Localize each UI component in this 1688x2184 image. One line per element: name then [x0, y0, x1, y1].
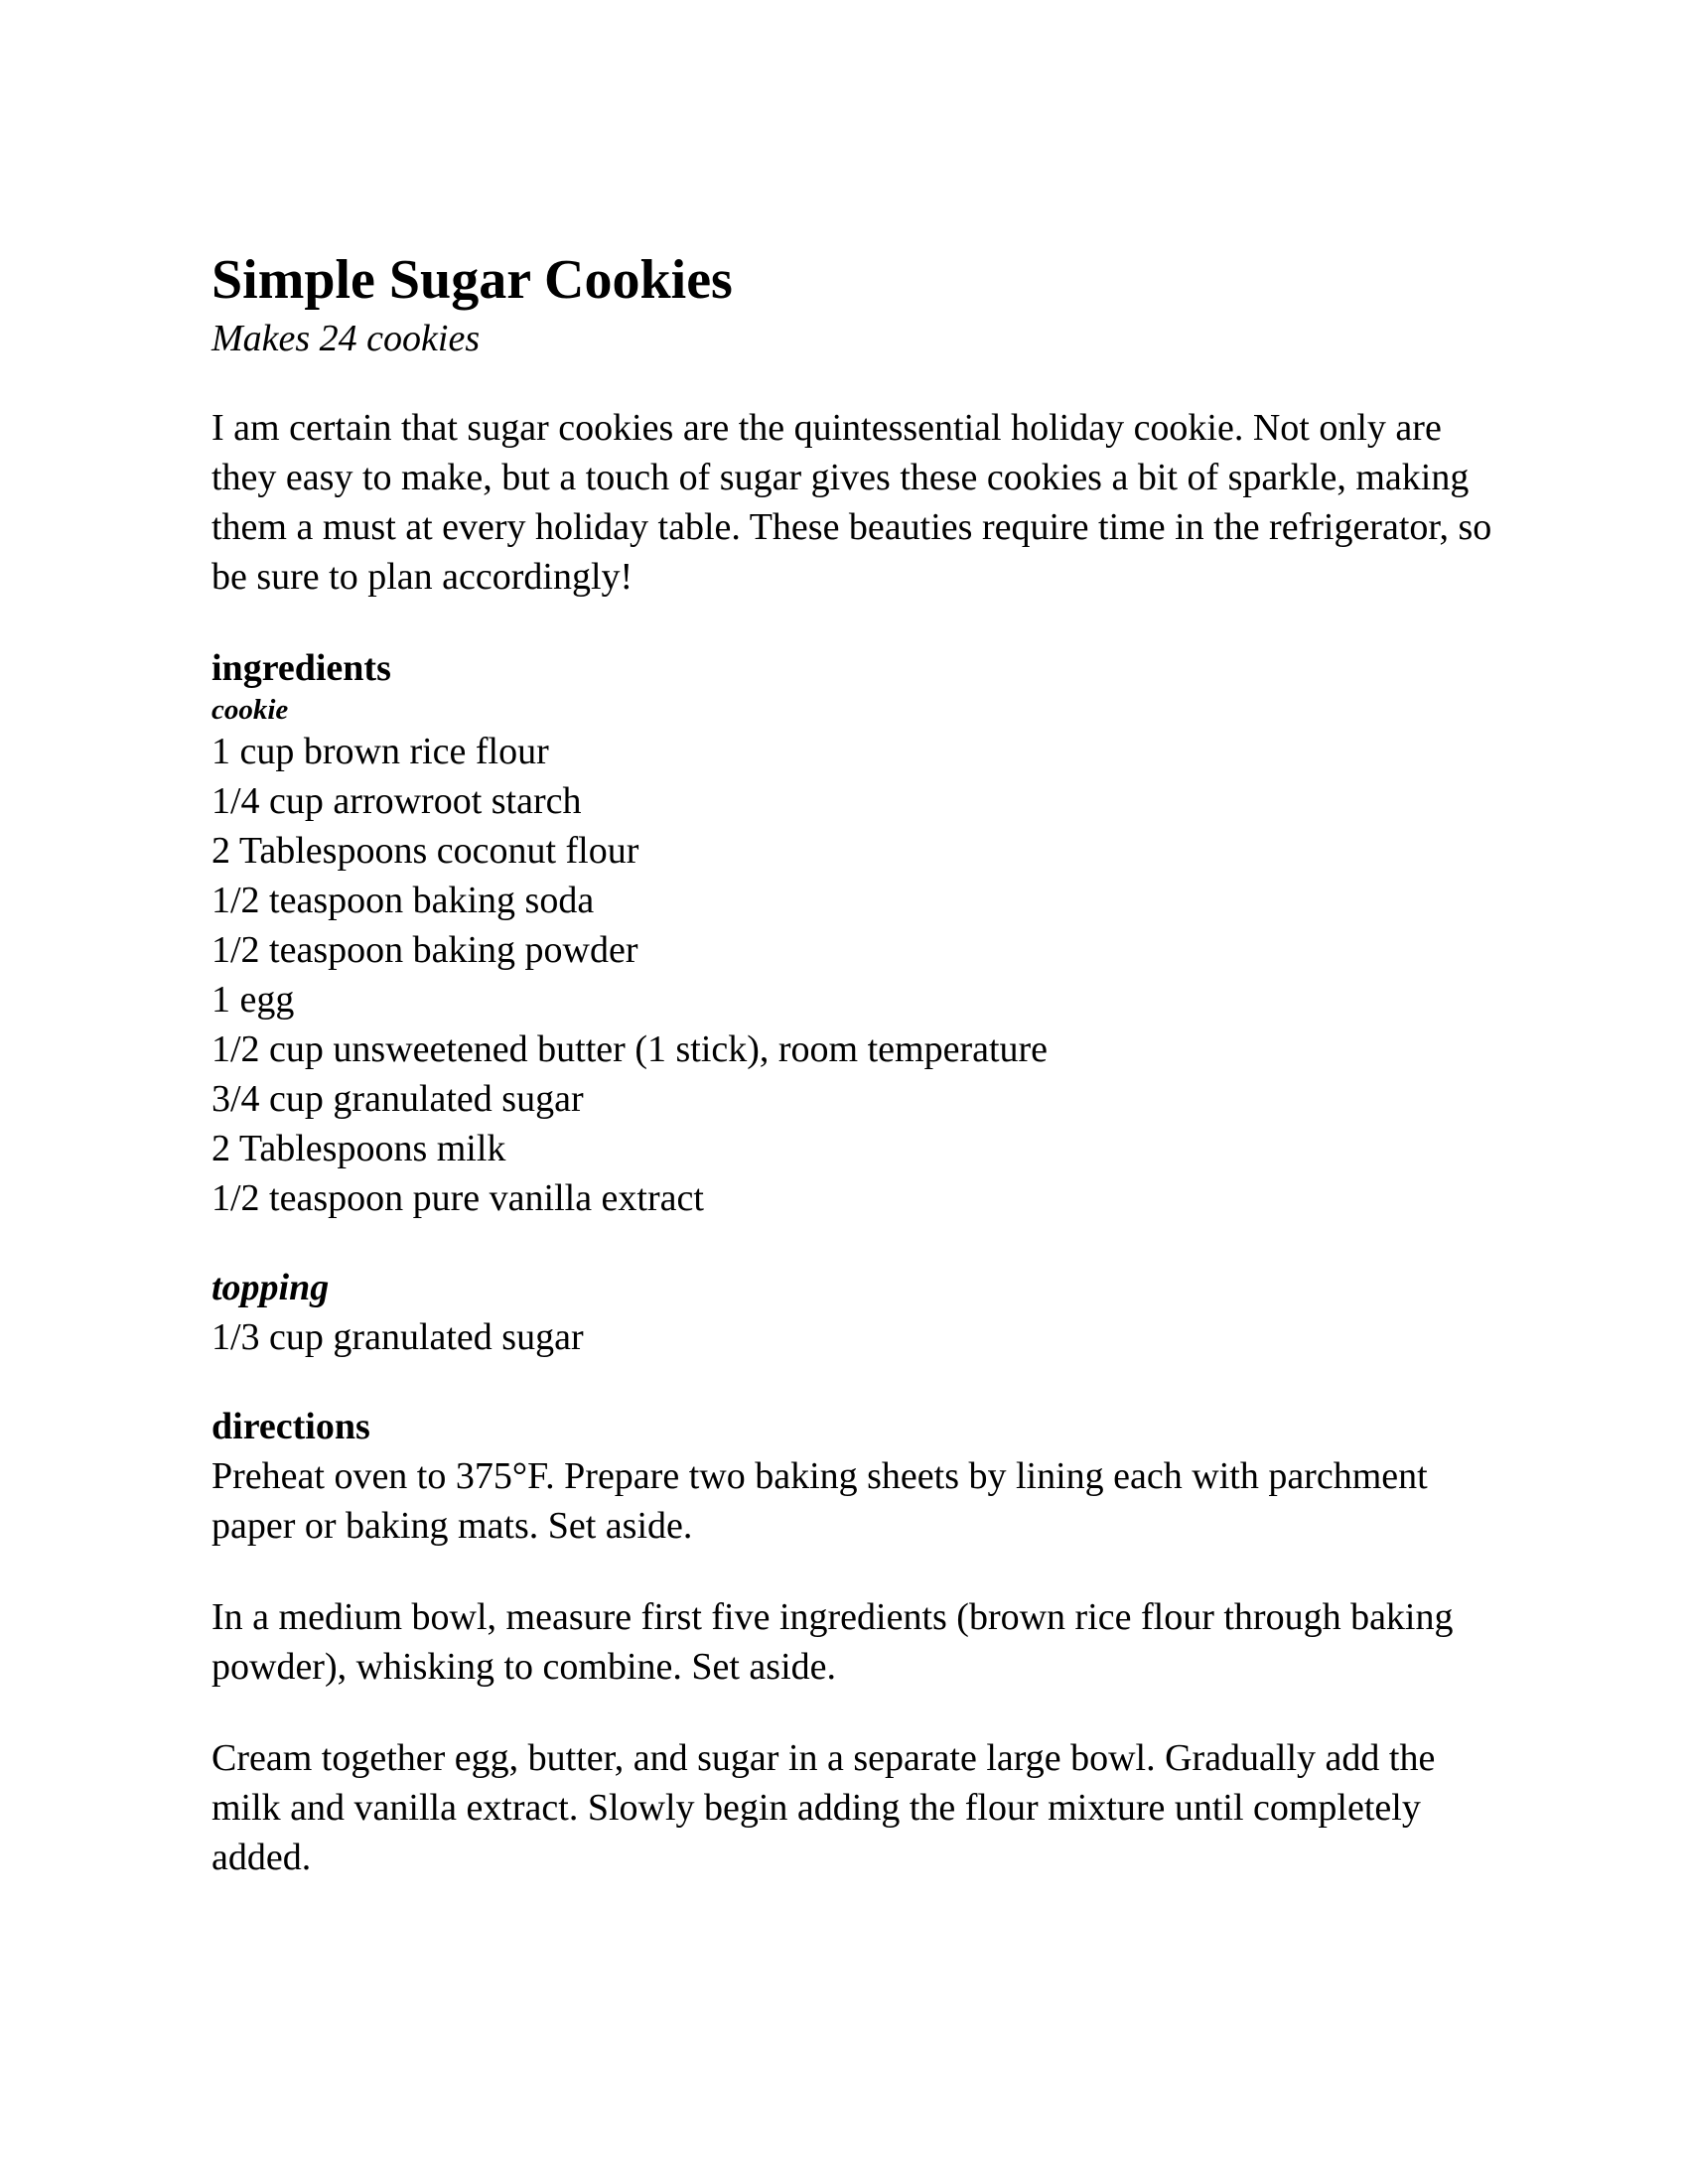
cookie-ingredient-list	[211, 727, 1502, 1223]
ingredient-item: 1/2 teaspoon pure vanilla extract	[211, 1177, 704, 1219]
ingredient-item: 1/2 teaspoon baking powder	[211, 929, 638, 971]
direction-step: Preheat oven to 375°F. Prepare two baking sheets by lining each with parchment paper or baking mats. Set aside.	[211, 1455, 1428, 1547]
recipe-yield: Makes 24 cookies	[211, 318, 481, 359]
ingredient-item: 1/4 cup arrowroot starch	[211, 780, 582, 822]
ingredient-item: 1 cup brown rice flour	[211, 731, 549, 772]
recipe-title: Simple Sugar Cookies	[211, 249, 733, 311]
recipe-page	[211, 246, 1502, 1882]
ingredient-item: 1/2 teaspoon baking soda	[211, 880, 595, 921]
topping-ingredient-list	[211, 1312, 1502, 1362]
topping-subheading: topping	[211, 1267, 330, 1308]
direction-step: In a medium bowl, measure first five ingredients (brown rice flour through baking powder), whisking to combine. Set aside.	[211, 1596, 1454, 1688]
ingredient-item: 2 Tablespoons coconut flour	[211, 830, 639, 872]
direction-step: Cream together egg, butter, and sugar in a separate large bowl. Gradually add the milk and vanilla extract. Slowly begin adding the flour mixture until completely added.	[211, 1737, 1436, 1878]
ingredient-item: 1 egg	[211, 979, 295, 1021]
ingredient-item: 1/2 cup unsweetened butter (1 stick), room temperature	[211, 1028, 1049, 1070]
cookie-subheading: cookie	[211, 694, 289, 726]
ingredients-heading: ingredients	[211, 647, 391, 689]
directions-heading: directions	[211, 1406, 370, 1447]
ingredient-item: 2 Tablespoons milk	[211, 1128, 506, 1169]
ingredient-item: 1/3 cup granulated sugar	[211, 1316, 584, 1358]
ingredient-item: 3/4 cup granulated sugar	[211, 1078, 584, 1120]
recipe-intro: I am certain that sugar cookies are the quintessential holiday cookie. Not only are they easy to make, but a touch of sugar gives these cookies a bit of sparkle, making them a must at every holiday table. These beauties require time in the refrigerator, so be sure to plan accordingly!	[211, 407, 1492, 598]
